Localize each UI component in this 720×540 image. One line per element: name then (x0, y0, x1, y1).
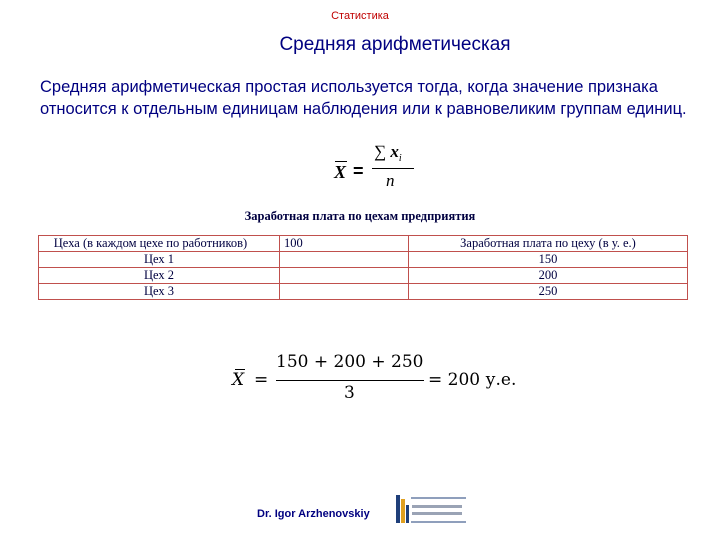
result-formula (232, 352, 532, 412)
row-value: 250 (409, 284, 688, 300)
row-name: Цех 3 (39, 284, 280, 300)
topic-label: Статистика (331, 10, 389, 22)
formula-numerator (374, 142, 402, 164)
mean-symbol: X (232, 370, 245, 390)
row-value: 200 (409, 268, 688, 284)
header-wage: Заработная плата по цеху (в у. е.) (409, 236, 688, 252)
institution-logo (396, 495, 466, 525)
mean-formula (334, 142, 424, 198)
row-empty (280, 268, 409, 284)
sum-symbol: ∑ (374, 142, 387, 161)
table-caption: Заработная плата по цехам предприятия (244, 209, 476, 223)
row-name: Цех 2 (39, 268, 280, 284)
intro-paragraph: Средняя арифметическая простая используется тогда, когда значение признака относится к отдельным единицам наблюдения или к равновеликим группам единиц. (40, 78, 687, 118)
author-name: Dr. Igor Arzhenovskiy (257, 508, 370, 520)
formula-denominator: n (386, 171, 395, 190)
wage-table (38, 235, 688, 300)
row-empty (280, 284, 409, 300)
row-empty (280, 252, 409, 268)
row-value: 150 (409, 252, 688, 268)
result-numerator: 150 + 200 + 250 (276, 352, 424, 372)
equals-sign: = (254, 370, 269, 390)
table-row (39, 268, 688, 284)
result-denominator: 3 (344, 383, 355, 403)
result-value: = 200 у.е. (428, 370, 517, 390)
table-header-row (39, 236, 688, 252)
row-name: Цех 1 (39, 252, 280, 268)
fraction-line (276, 380, 424, 381)
header-workshops: Цеха (в каждом цехе по работников) (39, 236, 280, 252)
table-row (39, 252, 688, 268)
header-count: 100 (280, 236, 409, 252)
mean-symbol: X (334, 162, 347, 182)
variable-x: x (390, 142, 399, 161)
table-row (39, 284, 688, 300)
slide-title: Средняя арифметическая (279, 34, 511, 55)
fraction-line (372, 168, 414, 169)
subscript-i: i (398, 153, 402, 164)
equals-sign: = (353, 161, 364, 181)
